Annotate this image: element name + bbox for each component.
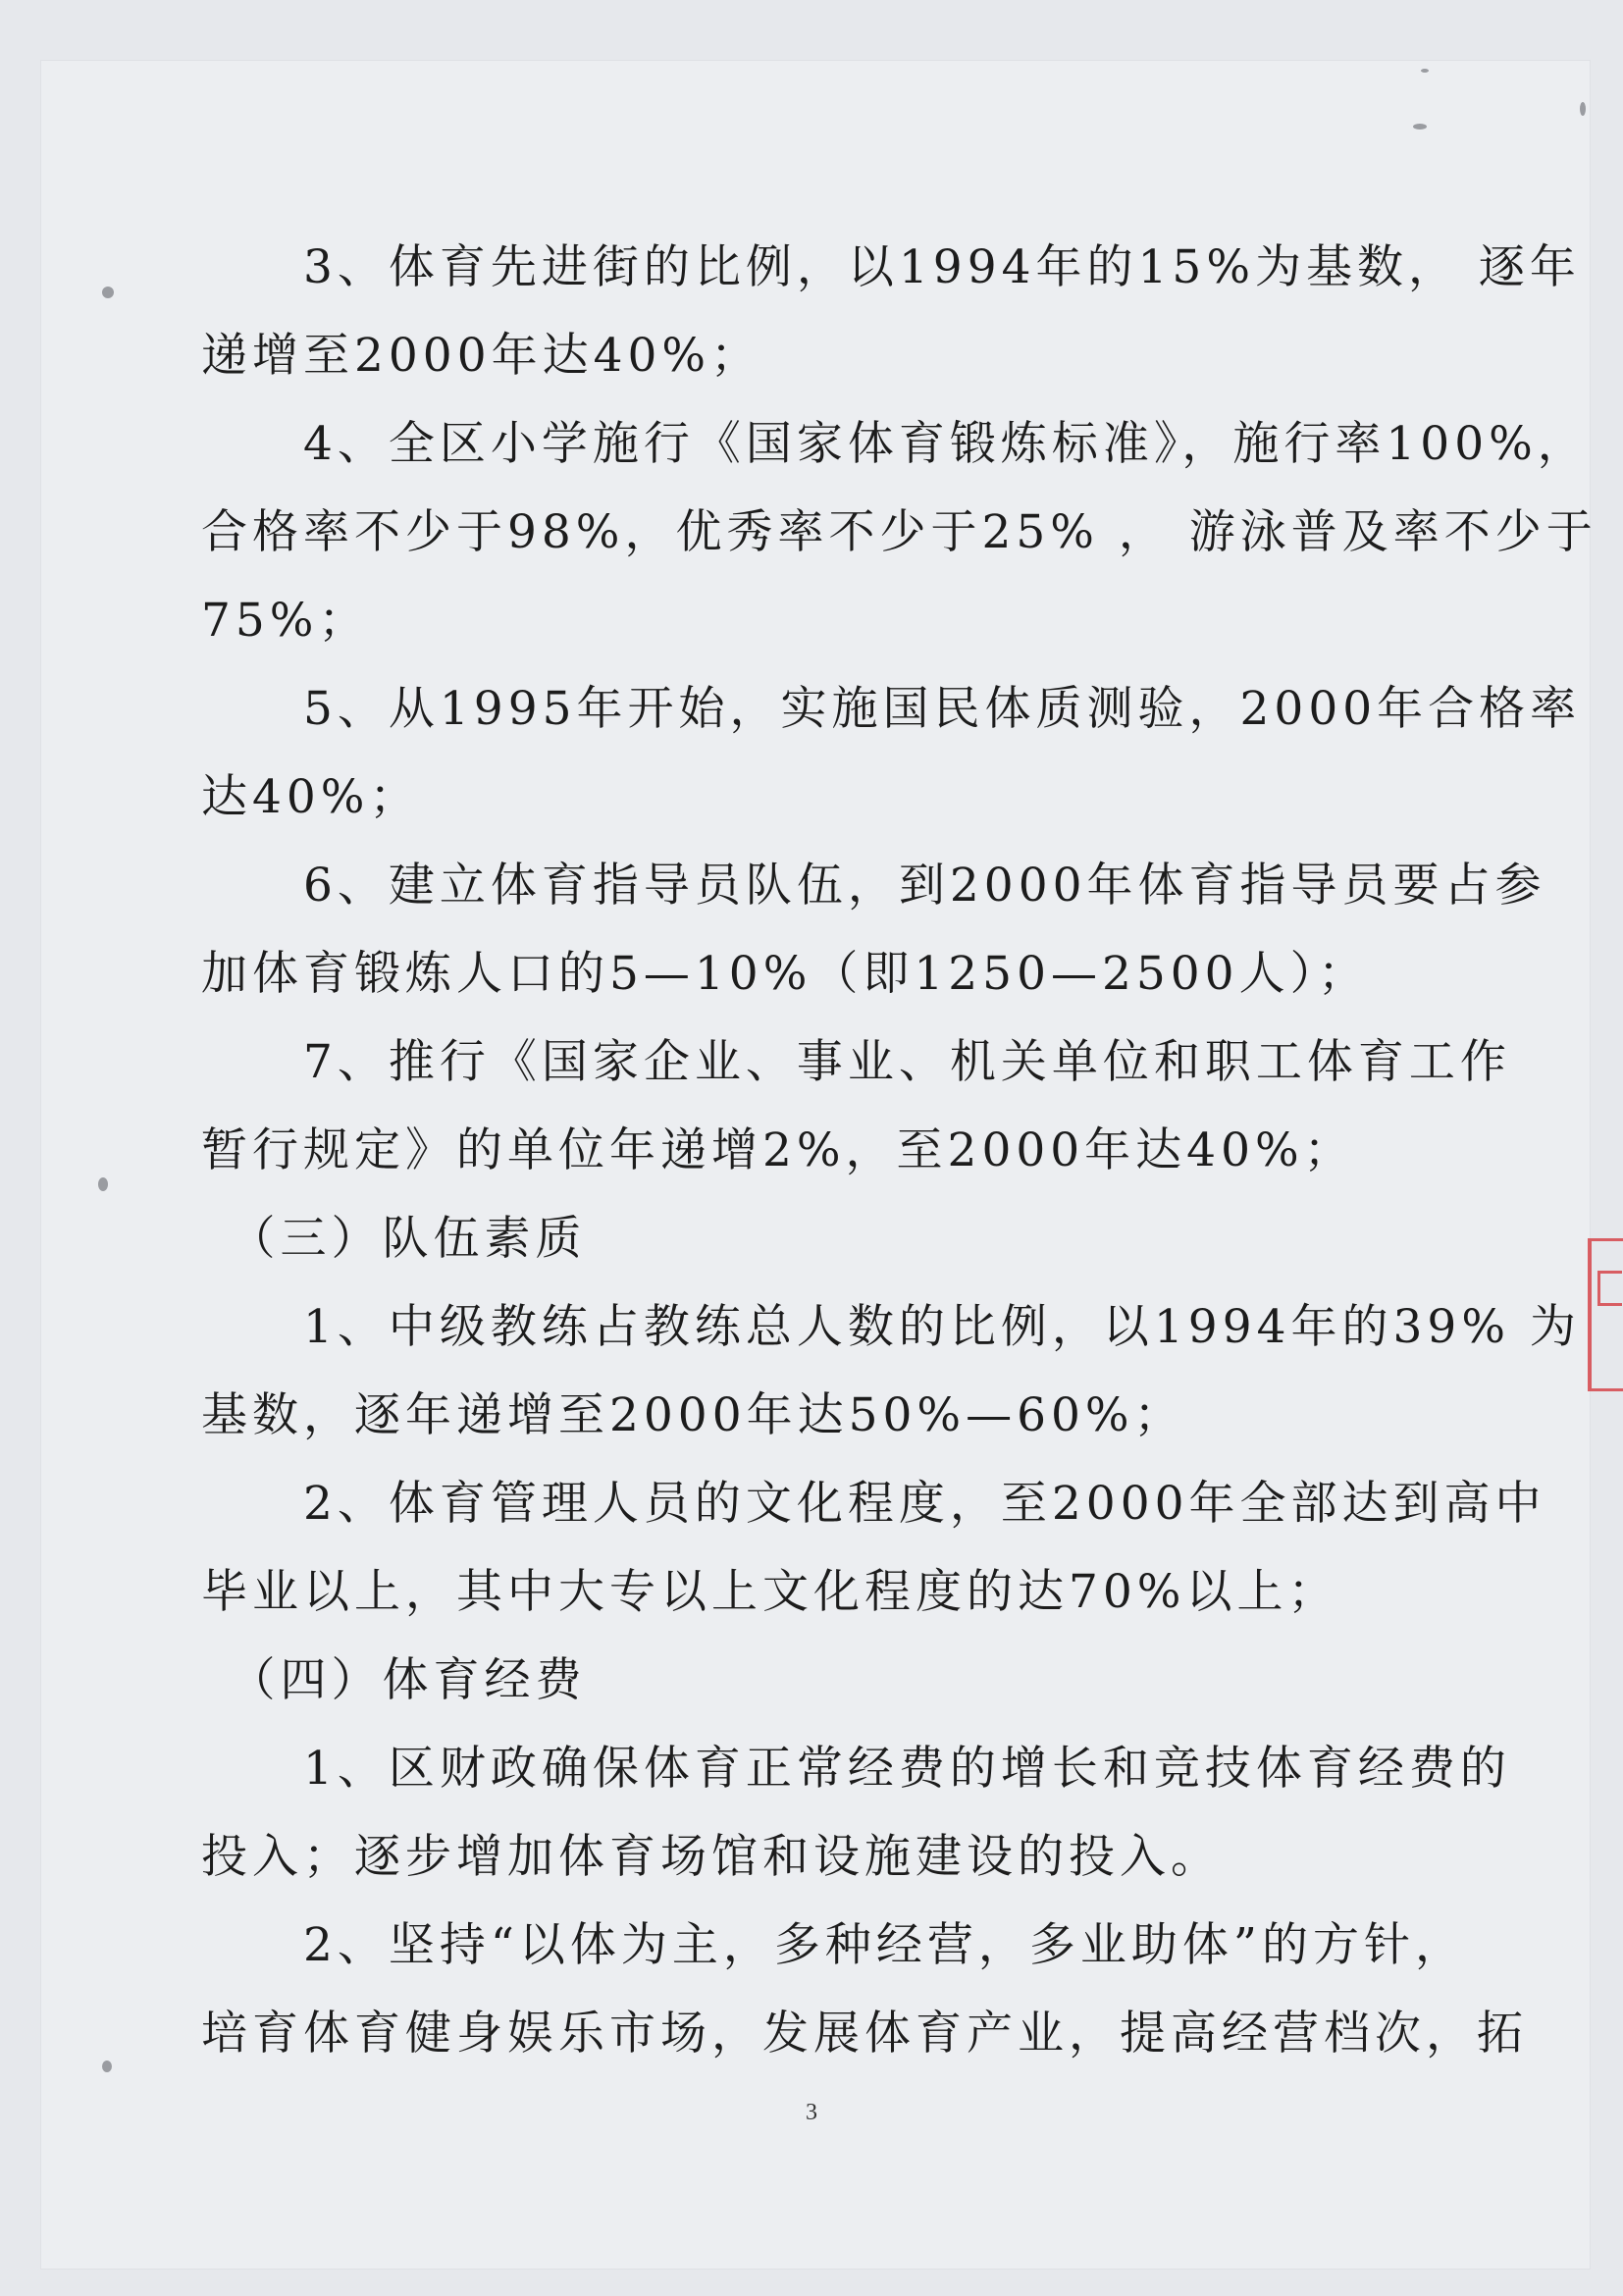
scan-speck bbox=[102, 2061, 112, 2072]
text-line: 基数，逐年递增至2000年达50%—60%； bbox=[201, 1388, 1185, 1442]
scan-speck bbox=[1413, 124, 1427, 130]
body-text bbox=[201, 224, 1597, 2078]
text-line: 递增至2000年达40%； bbox=[201, 329, 762, 383]
text-line: 1、中级教练占教练总人数的比例，以1994年的39% 为 bbox=[201, 1300, 1581, 1354]
text-line: 暂行规定》的单位年递增2%，至2000年达40%； bbox=[201, 1123, 1355, 1177]
scan-speck bbox=[1580, 102, 1586, 116]
text-line: 4、全区小学施行《国家体育锻炼标准》，施行率100%， bbox=[201, 417, 1589, 471]
page-number: 3 bbox=[806, 2100, 817, 2125]
text-line: 毕业以上，其中大专以上文化程度的达70%以上； bbox=[201, 1565, 1339, 1619]
text-line: 1、区财政确保体育正常经费的增长和竞技体育经费的 bbox=[201, 1742, 1511, 1796]
section-heading: （三）队伍素质 bbox=[201, 1212, 587, 1266]
text-line: 投入；逐步增加体育场馆和设施建设的投入。 bbox=[201, 1830, 1222, 1884]
scan-speck bbox=[1421, 69, 1429, 73]
text-line: 3、体育先进街的比例，以1994年的15%为基数， 逐年 bbox=[201, 240, 1581, 294]
stamp-fragment bbox=[1588, 1238, 1623, 1391]
scan-speck bbox=[102, 287, 114, 298]
text-line: 加体育锻炼人口的5—10%（即1250—2500人）； bbox=[201, 947, 1370, 1001]
text-line: 培育体育健身娱乐市场，发展体育产业，提高经营档次，拓 bbox=[201, 2007, 1528, 2061]
text-line: 7、推行《国家企业、事业、机关单位和职工体育工作 bbox=[201, 1035, 1511, 1089]
text-line: 5、从1995年开始，实施国民体质测验，2000年合格率 bbox=[201, 682, 1582, 736]
text-line: 合格率不少于98%，优秀率不少于25% ， 游泳普及率不少于 bbox=[201, 505, 1597, 559]
text-line: 6、建立体育指导员队伍，到2000年体育指导员要占参 bbox=[201, 859, 1546, 913]
text-line: 达40%； bbox=[201, 770, 421, 824]
text-line: 2、坚持“以体为主，多种经营，多业助体”的方针， bbox=[201, 1918, 1466, 1972]
section-heading: （四）体育经费 bbox=[201, 1653, 587, 1707]
text-line: 75%； bbox=[201, 594, 370, 648]
scan-speck bbox=[98, 1177, 108, 1191]
text-line: 2、体育管理人员的文化程度，至2000年全部达到高中 bbox=[201, 1477, 1546, 1531]
